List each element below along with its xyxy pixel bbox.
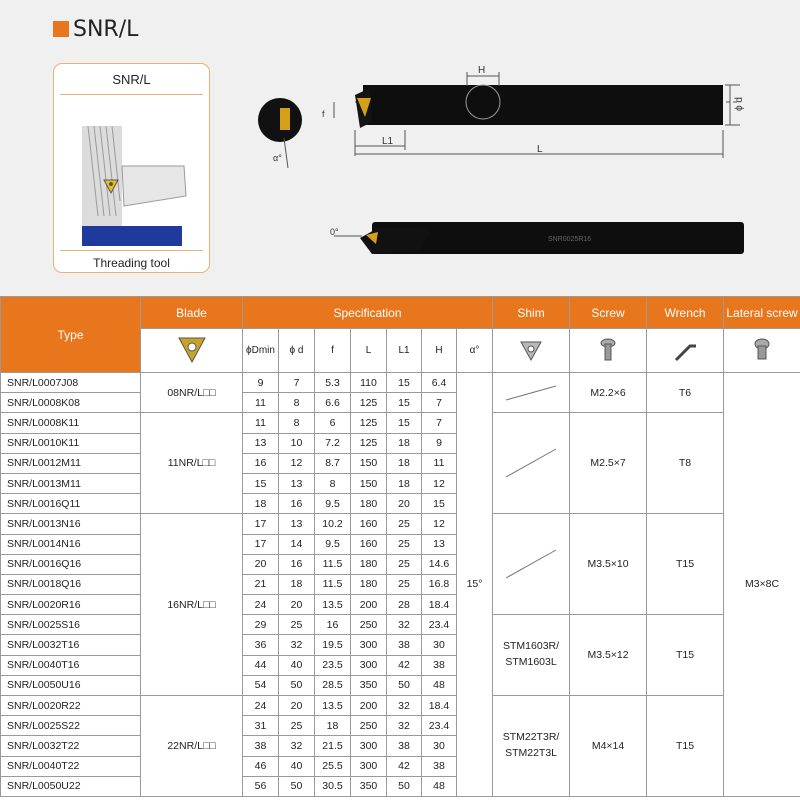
h-cell: 18.4	[422, 595, 457, 615]
table-row	[1, 413, 800, 433]
type-cell: SNR/L0018Q16	[1, 574, 141, 594]
d-cell: 16	[279, 554, 315, 574]
l-cell: 180	[351, 494, 387, 514]
h-cell: 30	[422, 635, 457, 655]
spec-col-l: L	[351, 329, 387, 373]
spec-col-alpha: α°	[457, 329, 493, 373]
type-cell: SNR/L0032T22	[1, 736, 141, 756]
card-title: SNR/L	[112, 72, 151, 87]
table-row	[1, 696, 800, 716]
h-cell: 38	[422, 756, 457, 776]
l1-cell: 25	[387, 534, 422, 554]
f-cell: 9.5	[315, 494, 351, 514]
f-cell: 11.5	[315, 554, 351, 574]
d-cell: 8	[279, 393, 315, 413]
l-cell: 110	[351, 373, 387, 393]
card-caption: Threading tool	[93, 256, 170, 270]
dmin-cell: 31	[243, 716, 279, 736]
title-marker	[53, 21, 69, 37]
type-cell: SNR/L0025S22	[1, 716, 141, 736]
l1-cell: 25	[387, 574, 422, 594]
f-cell: 10.2	[315, 514, 351, 534]
l-cell: 300	[351, 655, 387, 675]
h-cell: 6.4	[422, 373, 457, 393]
f-cell: 30.5	[315, 776, 351, 796]
l-cell: 350	[351, 675, 387, 695]
l-cell: 150	[351, 453, 387, 473]
dmin-cell: 13	[243, 433, 279, 453]
l1-cell: 50	[387, 675, 422, 695]
d-cell: 14	[279, 534, 315, 554]
d-cell: 13	[279, 514, 315, 534]
l-cell: 160	[351, 514, 387, 534]
d-cell: 40	[279, 756, 315, 776]
col-header-specification: Specification	[243, 297, 493, 329]
type-cell: SNR/L0050U22	[1, 776, 141, 796]
table-row	[1, 514, 800, 534]
d-cell: 7	[279, 373, 315, 393]
lateral-screw-cell: M3×8C	[724, 373, 800, 797]
l-cell: 150	[351, 473, 387, 493]
dmin-cell: 38	[243, 736, 279, 756]
d-cell: 20	[279, 595, 315, 615]
h-cell: 18.4	[422, 696, 457, 716]
h-cell: 7	[422, 393, 457, 413]
table-row	[1, 373, 800, 393]
type-cell: SNR/L0050U16	[1, 675, 141, 695]
h-cell: 7	[422, 413, 457, 433]
l-cell: 180	[351, 574, 387, 594]
spec-col-h: H	[422, 329, 457, 373]
col-header-screw: Screw	[570, 297, 647, 329]
d-cell: 12	[279, 453, 315, 473]
dim-d-label: ϕ d	[734, 97, 745, 111]
h-cell: 30	[422, 736, 457, 756]
f-cell: 6	[315, 413, 351, 433]
h-cell: 11	[422, 453, 457, 473]
product-header-area	[0, 0, 800, 296]
l-cell: 125	[351, 433, 387, 453]
d-cell: 18	[279, 574, 315, 594]
h-cell: 48	[422, 675, 457, 695]
dmin-cell: 20	[243, 554, 279, 574]
h-cell: 13	[422, 534, 457, 554]
type-cell: SNR/L0013N16	[1, 514, 141, 534]
screw-cell: M2.2×6	[570, 373, 647, 413]
d-cell: 50	[279, 675, 315, 695]
d-cell: 25	[279, 615, 315, 635]
type-cell: SNR/L0016Q11	[1, 494, 141, 514]
dmin-cell: 44	[243, 655, 279, 675]
f-cell: 7.2	[315, 433, 351, 453]
d-cell: 20	[279, 696, 315, 716]
l1-cell: 18	[387, 453, 422, 473]
screw-icon	[570, 329, 647, 373]
end-view-insert	[280, 108, 290, 130]
col-header-blade: Blade	[141, 297, 243, 329]
h-cell: 14.6	[422, 554, 457, 574]
l1-cell: 15	[387, 373, 422, 393]
f-cell: 8.7	[315, 453, 351, 473]
card-divider	[60, 94, 203, 95]
f-cell: 9.5	[315, 534, 351, 554]
l1-cell: 15	[387, 413, 422, 433]
d-cell: 50	[279, 776, 315, 796]
d-cell: 32	[279, 635, 315, 655]
dmin-cell: 24	[243, 696, 279, 716]
dmin-cell: 29	[243, 615, 279, 635]
type-cell: SNR/L0010K11	[1, 433, 141, 453]
wrench-cell: T15	[647, 615, 724, 696]
type-cell: SNR/L0008K11	[1, 413, 141, 433]
table-row	[1, 615, 800, 635]
l1-cell: 32	[387, 716, 422, 736]
f-cell: 18	[315, 716, 351, 736]
h-cell: 48	[422, 776, 457, 796]
l-cell: 160	[351, 534, 387, 554]
f-cell: 23.5	[315, 655, 351, 675]
d-cell: 40	[279, 655, 315, 675]
dmin-cell: 54	[243, 675, 279, 695]
spec-col-dmin: ϕDmin	[243, 329, 279, 373]
d-cell: 16	[279, 494, 315, 514]
type-cell: SNR/L0012M11	[1, 453, 141, 473]
f-cell: 13.5	[315, 696, 351, 716]
l-cell: 250	[351, 716, 387, 736]
dmin-cell: 46	[243, 756, 279, 776]
zero-degree-label: 0°	[330, 227, 339, 237]
type-cell: SNR/L0013M11	[1, 473, 141, 493]
l-cell: 125	[351, 393, 387, 413]
f-cell: 5.3	[315, 373, 351, 393]
spec-col-d: ϕ d	[279, 329, 315, 373]
type-cell: SNR/L0040T16	[1, 655, 141, 675]
l-cell: 200	[351, 595, 387, 615]
col-header-type: Type	[1, 297, 141, 373]
l1-cell: 42	[387, 756, 422, 776]
f-cell: 16	[315, 615, 351, 635]
dmin-cell: 18	[243, 494, 279, 514]
l-cell: 180	[351, 554, 387, 574]
f-cell: 19.5	[315, 635, 351, 655]
wrench-icon	[647, 329, 724, 373]
card-caption-divider	[60, 250, 203, 251]
d-cell: 13	[279, 473, 315, 493]
l-cell: 300	[351, 736, 387, 756]
dmin-cell: 21	[243, 574, 279, 594]
l-cell: 125	[351, 413, 387, 433]
shim-icon	[493, 329, 570, 373]
f-cell: 25.5	[315, 756, 351, 776]
l1-cell: 18	[387, 473, 422, 493]
f-cell: 11.5	[315, 574, 351, 594]
h-cell: 12	[422, 514, 457, 534]
l1-cell: 38	[387, 736, 422, 756]
f-cell: 21.5	[315, 736, 351, 756]
wrench-cell: T15	[647, 696, 724, 797]
boring-bar-shank	[363, 85, 723, 125]
dim-l1-label: L1	[382, 136, 394, 147]
type-cell: SNR/L0016Q16	[1, 554, 141, 574]
screw-cell: M2.5×7	[570, 413, 647, 514]
blade-cell: 22NR/L□□	[141, 696, 243, 797]
page-title: SNR/L	[73, 17, 139, 42]
type-cell: SNR/L0020R22	[1, 696, 141, 716]
f-cell: 13.5	[315, 595, 351, 615]
l-cell: 200	[351, 696, 387, 716]
blade-cell: 16NR/L□□	[141, 514, 243, 696]
dim-h-label: H	[478, 65, 486, 76]
type-cell: SNR/L0007J08	[1, 373, 141, 393]
dim-f-label: f	[322, 109, 325, 119]
h-cell: 38	[422, 655, 457, 675]
screw-cell: M3.5×12	[570, 615, 647, 696]
l1-cell: 18	[387, 433, 422, 453]
dmin-cell: 15	[243, 473, 279, 493]
shim-cell: STM1603R/ STM1603L	[493, 615, 570, 696]
h-cell: 15	[422, 494, 457, 514]
lateral-screw-icon	[724, 329, 800, 373]
blade-icon	[141, 329, 243, 373]
spec-col-f: f	[315, 329, 351, 373]
col-header-lateral-screw: Lateral screw	[724, 297, 800, 329]
h-cell: 12	[422, 473, 457, 493]
l1-cell: 38	[387, 635, 422, 655]
type-cell: SNR/L0025S16	[1, 615, 141, 635]
f-cell: 8	[315, 473, 351, 493]
dmin-cell: 11	[243, 413, 279, 433]
wrench-cell: T8	[647, 413, 724, 514]
dmin-cell: 16	[243, 453, 279, 473]
dmin-cell: 24	[243, 595, 279, 615]
h-cell: 16.8	[422, 574, 457, 594]
l1-cell: 50	[387, 776, 422, 796]
col-header-wrench: Wrench	[647, 297, 724, 329]
l1-cell: 25	[387, 554, 422, 574]
d-cell: 25	[279, 716, 315, 736]
l-cell: 300	[351, 756, 387, 776]
shim-cell-empty	[493, 373, 570, 413]
type-cell: SNR/L0032T16	[1, 635, 141, 655]
type-cell: SNR/L0008K08	[1, 393, 141, 413]
tool-technical-drawing	[250, 60, 770, 270]
l1-cell: 15	[387, 393, 422, 413]
l1-cell: 28	[387, 595, 422, 615]
dmin-cell: 56	[243, 776, 279, 796]
dmin-cell: 17	[243, 534, 279, 554]
h-cell: 23.4	[422, 615, 457, 635]
d-cell: 10	[279, 433, 315, 453]
threading-tool-illustration	[54, 96, 211, 246]
screw-cell: M3.5×10	[570, 514, 647, 615]
wrench-cell: T15	[647, 514, 724, 615]
l1-cell: 42	[387, 655, 422, 675]
shim-cell-empty	[493, 514, 570, 615]
l1-cell: 20	[387, 494, 422, 514]
type-cell: SNR/L0040T22	[1, 756, 141, 776]
dim-l-label: L	[537, 144, 543, 155]
shank-marking: SNR0025R16	[548, 236, 592, 243]
blade-cell: 08NR/L□□	[141, 373, 243, 413]
l-cell: 350	[351, 776, 387, 796]
h-cell: 9	[422, 433, 457, 453]
d-cell: 8	[279, 413, 315, 433]
spec-col-l1: L1	[387, 329, 422, 373]
l1-cell: 32	[387, 696, 422, 716]
spec-table	[0, 296, 800, 797]
l-cell: 250	[351, 615, 387, 635]
type-cell: SNR/L0014N16	[1, 534, 141, 554]
dmin-cell: 11	[243, 393, 279, 413]
dmin-cell: 17	[243, 514, 279, 534]
f-cell: 28.5	[315, 675, 351, 695]
l-cell: 300	[351, 635, 387, 655]
dmin-cell: 9	[243, 373, 279, 393]
alpha-cell: 15°	[457, 373, 493, 797]
type-cell: SNR/L0020R16	[1, 595, 141, 615]
col-header-shim: Shim	[493, 297, 570, 329]
h-cell: 23.4	[422, 716, 457, 736]
l1-cell: 25	[387, 514, 422, 534]
screw-cell: M4×14	[570, 696, 647, 797]
wrench-cell: T6	[647, 373, 724, 413]
f-cell: 6.6	[315, 393, 351, 413]
dmin-cell: 36	[243, 635, 279, 655]
blade-cell: 11NR/L□□	[141, 413, 243, 514]
l1-cell: 32	[387, 615, 422, 635]
alpha-label: α°	[273, 153, 282, 163]
d-cell: 32	[279, 736, 315, 756]
shim-cell-empty	[493, 413, 570, 514]
tool-type-card	[53, 63, 210, 273]
shim-cell: STM22T3R/ STM22T3L	[493, 696, 570, 797]
